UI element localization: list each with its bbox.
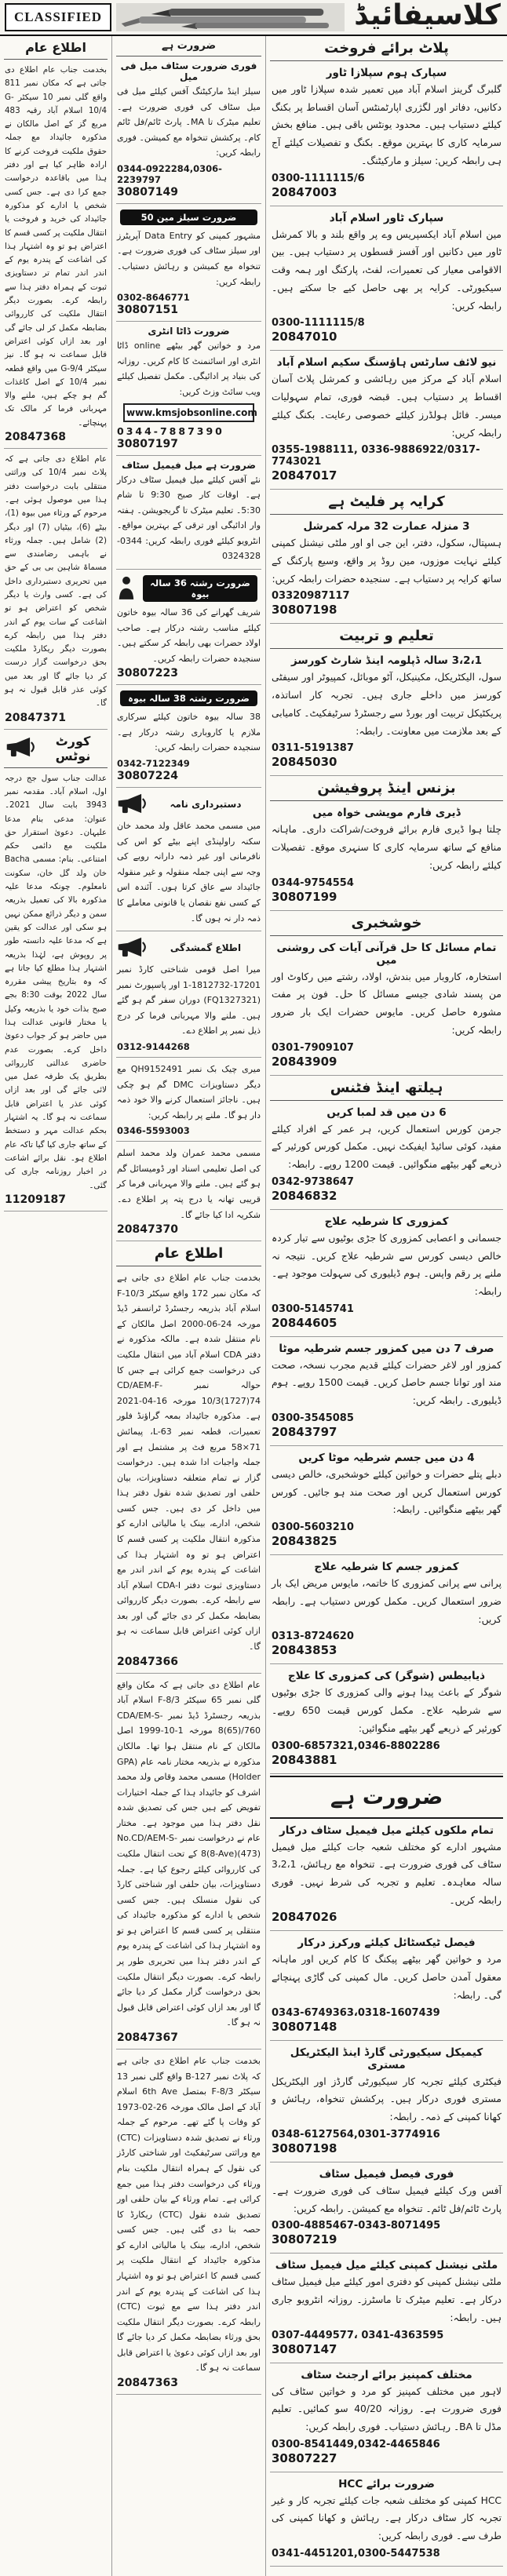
- classified-ad: [116, 322, 261, 455]
- phone-number: 0300-5145741: [272, 1303, 354, 1315]
- ad-body-text: شریف گھرانے کی 36 سالہ بیوہ خاتون کیلئے مناسب رشتہ درکار ہے۔ صاحب اولاد حضرات بھی رابطہ کر سکتے ہیں۔ سنجیدہ حضرات رابطہ کریں۔: [117, 607, 261, 664]
- masthead: [0, 0, 507, 36]
- ad-body-text: آفس ورک کیلئے فیمیل سٹاف کی فوری ضرورت ہے۔ پارٹ ٹائم/فل ٹائم۔ تنخواہ مع کمیشن۔ رابطہ کریں:: [272, 2184, 502, 2214]
- section-header-row: [118, 1245, 260, 1262]
- classified-ad: [270, 1337, 503, 1446]
- classified-ad: [270, 515, 503, 624]
- phone-number: 0300-1111115/8: [272, 317, 365, 330]
- ad-body-text: پرانی سے پرانی کمزوری کا خاتمہ، مایوس مریض ایک بار ضرور استعمال کریں۔ مکمل کورس دستیاب ہے۔ رابطہ کریں:: [272, 1578, 502, 1625]
- classified-ad: [4, 449, 108, 730]
- ad-ref-number: 20843853: [272, 1643, 337, 1658]
- phone-number: 0341-4451201,0300-5447538: [272, 2547, 440, 2560]
- ad-title: کیمیکل سیکیورٹی گارڈ اینڈ الیکٹریکل مستری: [290, 2046, 483, 2071]
- ad-ref-number: 20847371: [5, 711, 66, 724]
- ad-title: سپارک ٹاور اسلام آباد: [329, 211, 444, 224]
- classified-ad: [270, 2254, 503, 2363]
- ad-ref-number: 30807151: [117, 304, 178, 317]
- phone-number: 0355-1988111, 0336-9886922/0317-7743021: [272, 444, 480, 468]
- ad-body-text: مرد و خواتین گھر بیٹھے پیکنگ کا کام کریں اور ماہانہ معقول آمدن حاصل کریں۔ مال کمپنی کی گاڑی پہنچائے گی۔ رابطہ:: [272, 1954, 502, 2001]
- ad-ref-number: 20847370: [117, 1223, 178, 1237]
- ad-body-text: مسمی محمد عمران ولد محمد اسلم کی اصل تعلیمی اسناد اور ڈومیسائل گم ہو گئے ہیں۔ ملنے والا مہربانی فرما کر قریبی تھانہ یا درج پتہ پر اطلاع دے۔ شکریہ ادا کیا جائے گا۔: [117, 1148, 261, 1220]
- ad-ref-number: 30807224: [117, 770, 178, 783]
- section-header: [116, 1241, 261, 1266]
- phone-number: 0342-7122349: [117, 758, 190, 770]
- classified-ad: [116, 570, 261, 685]
- classified-ad: [270, 1555, 503, 1664]
- ad-title: نیو لائف سارٹس ہاؤسنگ سکیم اسلام آباد: [276, 356, 497, 370]
- classified-ad: [270, 1101, 503, 1210]
- ad-body-text: مشہور کمپنی کو Data Entry آپریٹرز اور سیلز سٹاف کی فوری ضرورت ہے۔ تنخواہ مع کمیشن و رہائش دستیاب۔ رابطہ کریں:: [117, 230, 261, 287]
- classified-ad: [270, 2162, 503, 2254]
- ad-body-text: لاہور میں مختلف کمپنیز کو مرد و خواتین سٹاف کی فوری ضرورت ہے۔ روزانہ 40/20 سو کمائیں۔ تعلیم مڈل تا BA۔ رہائش دستیاب۔ فوری رابطہ کریں:: [272, 2385, 502, 2432]
- ad-body-text: عدالت جناب سول جج درجہ اول، اسلام آباد۔ مقدمہ نمبر 3943 بابت سال 2021۔ عنوان: مدعی بنام مدعا علیہان۔ دعویٰ استقرار حق ملکیت مع دائمی حکم امتناعی۔ بنام: مسمی Bacha خان ولد گل خان، سکونت نامعلوم۔ چونکہ مدعا علیہ مذکورہ بالا کی تعمیل بذریعہ سمن و دیگر ذرائع ممکن نہیں ہو سکی اور عدالت کو یقین ہے کہ مدعا علیہ دانستہ طور پر روپوش ہے، لہٰذا بذریعہ اشتہار ہذا مطلع کیا جاتا ہے کہ وہ بتاریخ پیشی مقررہ سال 2022 بوقت 8:30 بجے صبح بذات خود یا بذریعہ وکیل یا مختار قانونی عدالت ہذا میں حاضر ہو کر جواب دعویٰ داخل کرے۔ بصورت عدم حاضری عدالتی کارروائی بطریق یک طرفہ عمل میں لائی جائے گی اور بعد ازاں کوئی عذر یا اعتراض قابل سماعت نہ ہو گا۔ یہ اشتہار بحکم عدالت مہر و دستخط کے ساتھ جاری کیا گیا تاکہ عام اطلاع ہو۔ نقل برائے اشاعت در اخبار روزنامہ جاری کی گئی۔: [5, 773, 107, 1190]
- ad-title: ذیابیطس (شوگر) کی کمزوری کا علاج: [287, 1670, 486, 1683]
- phone-number: 0344-7887390: [117, 424, 224, 437]
- phone-number: 0344-9754554: [272, 876, 354, 889]
- ad-body-text: فیکٹری کیلئے تجربہ کار سیکیورٹی گارڈز اور الیکٹریکل مستری فوری درکار ہیں۔ پرکشش تنخواہ، رہائش و کھانا کمپنی کے ذمہ۔ رابطہ:: [272, 2075, 502, 2123]
- website-box: www.kmsjobsonline.com: [123, 403, 254, 422]
- classified-ad: [270, 2472, 503, 2567]
- section-header-row: [272, 915, 502, 931]
- ad-ref-number: 30807223: [117, 667, 178, 680]
- ad-ref-number: 20843881: [272, 1752, 337, 1767]
- classified-ad: [116, 685, 261, 788]
- classified-ad: [116, 1058, 261, 1142]
- ad-ref-number: 20847367: [117, 2031, 178, 2044]
- section-header: [270, 776, 503, 801]
- ad-ref-number: 20847368: [5, 431, 66, 444]
- ad-body-text: سول، الیکٹریکل، مکینیکل، آٹو موبائل، کمپیوٹر اور سیفٹی کورسز میں داخلے جاری ہیں۔ تجربہ کار اساتذہ، پریکٹیکل تربیت اور بورڈ سے رجسٹرڈ سرٹیفکیٹ۔ کامیابی کے بعد ملازمت میں معاونت۔ رابطہ:: [272, 672, 502, 737]
- section-header: [270, 1776, 503, 1819]
- section-header-row: [118, 40, 260, 52]
- section-title: ضرورت ہے: [161, 40, 217, 52]
- section-header: [270, 911, 503, 936]
- ad-title: ضرورت ہے میل فیمیل سٹاف: [122, 459, 256, 471]
- ad-ref-number: 20844605: [272, 1315, 337, 1330]
- phone-number: 0342-9738647: [272, 1175, 354, 1188]
- ad-ref-number: 30807198: [272, 603, 337, 618]
- phone-number: 0346-5593003: [117, 1125, 190, 1137]
- section-header-row: [272, 628, 502, 644]
- ad-title: ضرورت ڈاٹا انٹری: [148, 326, 230, 337]
- classified-ad: [116, 2050, 261, 2395]
- ad-title: کمزور جسم کا شرطیہ علاج: [314, 1561, 459, 1574]
- megaphone-icon: [117, 936, 147, 961]
- phone-number: 0312-9144268: [117, 1040, 190, 1052]
- ad-body-text: میرا اصل قومی شناختی کارڈ نمبر 17201-1812732-1 اور پاسپورٹ نمبر (FQ1327321) دوران سفر گم ہو گئے ہیں۔ ملنے والا مہربانی فرما کر درج ذیل نمبر پر اطلاع دے۔: [117, 964, 261, 1037]
- section-header: [4, 36, 108, 60]
- ad-body-text: گلبرگ گرینز اسلام آباد میں تعمیر شدہ سپلازا ٹاور میں دکانیں، دفاتر اور لگژری اپارٹمنٹس آسان اقساط پر بکنگ کیلئے دستیاب ہیں۔ محدود یونٹس باقی ہیں۔ منافع بخش سرمایہ کاری کا بہترین موقع۔ بکنگ و تفصیلات کیلئے آج ہی رابطہ کریں: سیلز و مارکیٹنگ۔: [272, 84, 502, 166]
- classified-ad: [4, 60, 108, 449]
- ad-title: دستبرداری نامہ: [170, 799, 242, 811]
- ad-ref-number: 30807219: [272, 2232, 337, 2247]
- ad-body-text: نئے آفس کیلئے میل فیمیل سٹاف درکار ہے۔ اوقات کار صبح 9:30 تا شام 5:30۔ تعلیم میٹرک تا گریجویشن۔ ہفتہ وار ادائیگی اور ترقی کے بہترین مواقع۔ انٹرویو کیلئے فوری رابطہ کریں: 0344-0324328: [117, 474, 261, 562]
- ad-body-text: بخدمت جناب عام اطلاع دی جاتی ہے کہ مکان نمبر 811 واقع گلی نمبر 10 سیکٹر G-10/4 اسلام آباد رقبہ 483 مربع گز کے اصل مالکان نے مذکورہ جائیداد مع جملہ حقوق ملکیت فروخت کرنے کا ارادہ ظاہر کیا ہے اور دفتر ہذا میں باقاعدہ درخواست جمع کرا دی ہے۔ جس کسی شخص یا ادارے کو مذکورہ جائیداد کی خرید و فروخت یا انتقال ملکیت پر کسی قسم کا اعتراض ہو تو وہ اشتہار ہذا کی اشاعت کے پندرہ یوم کے اندر اندر تمام تر دستاویزی ثبوت کے ہمراہ دفتر ہذا سے رابطہ کرے۔ بصورت دیگر انتقال ملکیت کی کارروائی بضابطہ مکمل کر لی جائے گی اور بعد ازاں کوئی اعتراض قابل سماعت نہ ہو گا۔ نیز سیکٹر G-9/4 میں واقع قطعہ نمبر 10/4 کے اصل کاغذات گم ہو چکے ہیں، ملنے والا مہربانی فرما کر مالک تک پہنچائے۔: [5, 65, 108, 428]
- ad-body-text: ملٹی نیشنل کمپنی کو دفتری امور کیلئے میل فیمیل سٹاف درکار ہے۔ تعلیم میٹرک تا ماسٹرز۔ روزانہ انٹرویو جاری ہیں۔ رابطہ:: [272, 2276, 502, 2323]
- ad-ref-number: 11209187: [5, 1193, 66, 1206]
- megaphone-icon: [117, 792, 147, 818]
- ad-body-text: عام اطلاع دی جاتی ہے کہ مکان واقع گلی نمبر 65 سیکٹر F-8/3 اسلام آباد بذریعہ رجسٹرڈ ڈیڈ نمبر CDA/EM-S-8(65)/760 مورخہ 1-10-1999 اصل مالکان کے نام منتقل ہوا تھا۔ مالکان مذکورہ نے بذریعہ مختار نامہ عام (GPA Holder) مسمی محمد وقاص ولد محمد اشرف کو جائیداد ہذا کے جملہ اختیارات تفویض کیے ہیں جس کی تصدیق شدہ نقل دفتر ہذا میں موجود ہے۔ مختار عام نے درخواست نمبر No.CD/AEM-S-8(8-Ave)(473) کے تحت انتقال ملکیت کی کارروائی کیلئے رجوع کیا ہے۔ جملہ دستاویزات، بیان حلفی اور شناختی کارڈ کی نقول منسلک ہیں۔ جس کسی شخص یا ادارے کو مذکورہ جائیداد کی منتقلی پر کسی قسم کا اعتراض ہو تو وہ اشتہار ہذا کی اشاعت کے پندرہ یوم کے اندر دفتر ہذا میں تحریری طور پر رابطہ کرے۔ بصورت دیگر انتقال ملکیت بحق درخواست گزار مکمل کر دیا جائے گا اور بعد ازاں کوئی اعتراض قابل قبول نہ ہو گا۔: [117, 1679, 261, 2028]
- classified-ad: [270, 61, 503, 206]
- phone-number: 0302-8646771: [117, 292, 190, 304]
- columns-wrapper: [0, 36, 507, 2576]
- ad-body-text: جرمن کورس استعمال کریں، ہر عمر کے افراد کیلئے مفید، کوئی سائیڈ ایفیکٹ نہیں۔ مکمل کورس کورئیر کے ذریعے گھر بیٹھے منگوائیں۔ قیمت 1200 روپے۔ رابطہ:: [272, 1123, 502, 1171]
- section-header-row: [5, 734, 106, 763]
- ad-title: تمام ملکوں کیلئے میل فیمیل سٹاف درکار: [279, 1824, 494, 1837]
- phone-number: 0300-8541449,0342-4465846: [272, 2438, 440, 2450]
- ad-title: تمام مسائل کا حل قرآنی آیات کی روشنی میں: [276, 941, 497, 967]
- ad-title: سپارک ہوم سپلازا ٹاور: [326, 67, 447, 79]
- ad-body-text: جسمانی و اعصابی کمزوری کا جڑی بوٹیوں سے تیار کردہ خالص دیسی کورس سے شرطیہ علاج کریں۔ نتیجہ نہ ملنے پر رقم واپس۔ ہوم ڈیلیوری کی سہولت موجود ہے۔ رابطہ:: [272, 1232, 502, 1297]
- ad-ref-number: 20847010: [272, 330, 337, 344]
- ad-body-text: ہسپتال، سکول، دفتر، این جی او اور ملٹی نیشنل کمپنی کیلئے نہایت موزوں، مین روڈ پر واقع، وسیع پارکنگ کے ساتھ کرایہ پر دستیاب ہے۔ سنجیدہ حضرات رابطہ کریں:: [272, 537, 502, 585]
- ad-title: ضرورت برائے HCC: [338, 2477, 435, 2490]
- ad-ref-number: 20843909: [272, 1054, 337, 1069]
- classified-ad: [116, 1266, 261, 1673]
- section-title: پلاٹ برائے فروخت: [324, 40, 449, 56]
- section-title: اطلاع عام: [154, 1245, 224, 1262]
- ad-reversed-title: ضرورت رشتہ 38 سالہ بیوہ: [120, 690, 257, 706]
- phone-number: 0348-6127564,0301-3774916: [272, 2128, 440, 2141]
- ad-body-text: اسلام آباد کے مرکز میں رہائشی و کمرشل پلاٹ آسان اقساط پر دستیاب ہیں۔ قبضہ فوری، تمام سہولیات میسر۔ فائل ہولڈرز کیلئے خصوصی رعایت۔ بکنگ کیلئے رابطہ کریں:: [272, 373, 502, 439]
- phone-number: 0313-8724620: [272, 1630, 354, 1643]
- ad-title: 3،2،1 سالہ ڈپلومہ اینڈ شارٹ کورسز: [290, 654, 483, 668]
- section-header: [270, 36, 503, 61]
- ad-body-text: دبلے پتلے حضرات و خواتین کیلئے خوشخبری، خالص دیسی کورس استعمال کریں اور صحت مند ہو جائیں۔ کورس گھر بیٹھے منگوائیں۔ رابطہ:: [272, 1468, 502, 1516]
- ad-body-text: 38 سالہ بیوہ خاتون کیلئے سرکاری ملازم یا کاروباری رشتہ درکار ہے۔ سنجیدہ حضرات رابطہ کریں:: [117, 712, 261, 753]
- section-title: بزنس اینڈ پروفیشن: [317, 780, 456, 797]
- section-title: ہیلتھ اینڈ فٹنس: [330, 1079, 443, 1096]
- phone-number: 0300-4885467-0343-8071495: [272, 2220, 441, 2232]
- megaphone-icon: [5, 736, 35, 761]
- ad-title: فوری فیصل فیمیل سٹاف: [319, 2167, 454, 2181]
- phone-number: 0344-0922284,0306-2239797: [117, 162, 222, 185]
- ad-body-text: HCC کمپنی کو مختلف شعبہ جات کیلئے تجربہ کار و غیر تجربہ کار سٹاف درکار ہے۔ رہائش و کھانا کمپنی کی طرف سے۔ فوری رابطہ کریں:: [272, 2494, 502, 2542]
- masthead-title-urdu: کلاسیفائیڈ: [354, 0, 501, 32]
- ad-body-text: چلتا ہوا ڈیری فارم برائے فروخت/شراکت داری۔ ماہانہ منافع کے ساتھ سرمایہ کاری کا سنہری موقع۔ تفصیلات کیلئے رابطہ کریں:: [272, 824, 502, 871]
- classified-ad: [116, 204, 261, 322]
- column-right: [265, 36, 507, 2576]
- column-middle: [111, 36, 265, 2576]
- phone-number: 0343-6749363،0318-1607439: [272, 2006, 440, 2019]
- ad-body-text: عام اطلاع دی جاتی ہے کہ پلاٹ نمبر 10/4 کی وراثتی منتقلی بابت درخواست دفتر ہذا میں موصول ہوئی ہے۔ مرحوم کے ورثاء میں بیوہ (1)، بیٹے (6)، بیٹیاں (7) اور دیگر (2) شامل ہیں۔ جملہ ورثاء نے باہمی رضامندی سے مسماۃ شاہین بی بی کے حق میں تحریری دستبرداری داخل کی ہے۔ کسی وارث یا دیگر شخص کو اعتراض ہو تو اشاعت کے سات یوم کے اندر دفتر ہذا میں رابطہ کرے بصورت دیگر ریکارڈ ملکیت بحق درخواست گزار درست کر دیا جائے گا اور بعد میں کوئی عذر قابل قبول نہ ہو گا۔: [5, 454, 107, 709]
- ad-ref-number: 30807227: [272, 2450, 337, 2465]
- ad-body-text: سیلز اینڈ مارکیٹنگ آفس کیلئے میل فی میل سٹاف کی فوری ضرورت ہے۔ تعلیم میٹرک تا MA۔ پارٹ ٹائم/فل ٹائم کام۔ پرکشش تنخواہ مع کمیشن۔ فوری رابطہ کریں:: [117, 86, 261, 158]
- section-header-row: [272, 1080, 502, 1096]
- ad-body-text: میری چیک بک نمبر QH9152491 مع دیگر دستاویزات DMC گم ہو چکی ہیں۔ ناجائز استعمال کرنے والا خود ذمہ دار ہو گا۔ ملنے پر رابطہ کریں:: [117, 1063, 261, 1120]
- classified-ad: [116, 456, 261, 570]
- section-title: کورٹ نوٹس: [55, 733, 91, 763]
- classified-ad: [270, 2363, 503, 2472]
- column-left: [0, 36, 111, 2576]
- ad-title: فیصل ٹیکسٹائل کیلئے ورکرز درکار: [297, 1937, 476, 1950]
- ad-title: مختلف کمپنیز برائے ارجنٹ سٹاف: [301, 2368, 472, 2381]
- ad-ref-number: 30807149: [117, 185, 178, 199]
- ad-title: ملٹی نیشنل کمپنی کیلئے میل فیمیل سٹاف: [275, 2259, 498, 2272]
- phone-number: 0300-3545085: [272, 1412, 354, 1424]
- classified-ad: [116, 1674, 261, 2050]
- ad-body-text: میں مسمی محمد عاقل ولد محمد خان سکنہ راولپنڈی اپنے بیٹے کو اس کی نافرمانی اور غیر ذمہ دارانہ رویے کی وجہ سے اپنی جملہ منقولہ و غیر منقولہ جائیداد سے عاق کرتا ہوں۔ آئندہ اس کے کسی نفع نقصان یا قانونی معاملے کا ذمہ دار نہ ہوں گا۔: [117, 821, 261, 924]
- ad-body-text: شوگر کے باعث پیدا ہونے والی کمزوری کا جڑی بوٹیوں سے شرطیہ علاج۔ مکمل کورس قیمت 650 روپے۔ کورئیر کے ذریعے گھر بیٹھے منگوائیں:: [272, 1687, 502, 1734]
- ad-title: 4 دن میں جسم شرطیہ موٹا کریں: [298, 1451, 475, 1464]
- section-header-row: [272, 40, 502, 56]
- section-title: اطلاع عام: [25, 40, 86, 55]
- phone-number: 0300-6857321,0346-8802286: [272, 1740, 440, 1752]
- phone-number: 0300-5603210: [272, 1521, 354, 1534]
- section-header: [270, 490, 503, 515]
- ad-ref-number: 20846832: [272, 1188, 337, 1203]
- ad-body-text: بخدمت جناب عام اطلاع دی جاتی ہے کہ پلاٹ نمبر B-127 واقع گلی نمبر 13 سیکٹر F-8/3 بمتصل 6th Ave اسلام آباد کے اصل مالک مورخہ 26-02-1973 کو وفات پا گئے تھے۔ مرحوم کے جملہ ورثاء نے تصدیق شدہ دستاویزات (CTC) مع وراثتی سرٹیفکیٹ اور شناختی کارڈز کی نقول کے ہمراہ انتقال ملکیت بنام ورثاء کی درخواست دفتر ہذا میں جمع کرائی ہے۔ تمام ورثاء کے بیان حلفی اور تصدیق شدہ نقول (CTC) ریکارڈ کا حصہ بنا دی گئی ہیں۔ جس کسی شخص، ادارے، بینک یا مالیاتی ادارے کو مذکورہ جائیداد کے انتقال ملکیت پر کسی قسم کا اعتراض ہو تو وہ اشتہار ہذا کی اشاعت کے پندرہ یوم کے اندر اندر دفتر ہذا سے مع ثبوت (CTC) رابطہ کرے۔ بصورت دیگر انتقال ملکیت بحق ورثاء بضابطہ مکمل کر دیا جائے گا اور بعد ازاں کوئی دعویٰ یا اعتراض قابل سماعت نہ ہو گا۔: [117, 2055, 261, 2374]
- classified-ad: [270, 1210, 503, 1337]
- classified-ad: [270, 1819, 503, 1932]
- ad-ref-number: 20847363: [117, 2377, 178, 2390]
- section-header: [116, 36, 261, 56]
- classified-ad: [270, 351, 503, 490]
- ad-header-row: [117, 935, 261, 962]
- section-header-row: [270, 1785, 503, 1809]
- ad-title: اطلاع گمشدگی: [170, 942, 242, 954]
- phone-number: 03320987117: [272, 590, 350, 603]
- ad-body-text: استخارہ، کاروبار میں بندش، اولاد، رشتے میں رکاوٹ اور من پسند شادی جیسے مسائل کا حل۔ فون پر مفت مشورہ حاصل کریں۔ مایوس حضرات ایک بار ضرور رابطہ کریں:: [272, 971, 502, 1036]
- ad-ref-number: 20843797: [272, 1424, 337, 1439]
- classified-ad: [116, 1142, 261, 1241]
- section-title: کرایہ پر فلیٹ ہے: [328, 494, 445, 511]
- ad-title: ڈیری فارم مویشی خواہ میں: [312, 807, 461, 820]
- classified-ad: [270, 206, 503, 352]
- ad-ref-number: 20845030: [272, 755, 337, 770]
- classified-ad: [270, 649, 503, 776]
- ad-reversed-title: ضرورت سیلز مین 50: [120, 210, 257, 225]
- ad-header-row: [117, 574, 261, 605]
- classified-ad: [270, 2041, 503, 2162]
- ad-header-row: [117, 792, 261, 818]
- section-header: [270, 1076, 503, 1101]
- section-title: تعلیم و تربیت: [339, 628, 434, 645]
- classified-ad: [270, 936, 503, 1076]
- ad-title: صرف 7 دن میں کمزور جسم شرطیہ موٹا: [279, 1342, 494, 1355]
- section-header: [4, 730, 108, 768]
- ad-title: فوری ضرورت سٹاف میل فی میل: [120, 60, 257, 82]
- section-title: ضرورت ہے: [330, 1784, 443, 1809]
- classified-ad: [116, 56, 261, 204]
- phone-number: 0301-7909107: [272, 1041, 354, 1054]
- ad-body-text: مین اسلام آباد ایکسپریس وے پر واقع بلند و بالا کمرشل ٹاور میں دکانیں اور آفسز قسطوں پر دستیاب ہیں۔ بین الاقوامی معیار کی تعمیرات، لفٹ، پارکنگ اور ہمہ وقت سیکیورٹی۔ کرایہ پر بھی حاصل کیے جا سکتے ہیں۔ رابطہ کریں:: [272, 228, 502, 312]
- ad-ref-number: 20847003: [272, 184, 337, 199]
- ad-ref-number: 30807148: [272, 2019, 337, 2034]
- ad-reversed-title: ضرورت رشتہ 36 سالہ بیوہ: [143, 575, 257, 602]
- classified-ad: [270, 801, 503, 910]
- ad-title: کمزوری کا شرطیہ علاج: [324, 1215, 449, 1228]
- ad-body-text: مشہور ادارے کو مختلف شعبہ جات کیلئے میل فیمیل سٹاف کی فوری ضرورت ہے۔ تنخواہ مع رہائش، 3،2،1 سالہ معاہدہ۔ تعلیم و تجربہ کی شرط نہیں۔ فوری رابطہ کریں۔: [272, 1841, 502, 1906]
- phone-number: 0307-4449577، 0341-4363595: [272, 2329, 444, 2341]
- ad-title: 3 منزلہ عمارت 32 مرلہ کمرشل: [303, 520, 470, 534]
- classified-ad: [116, 931, 261, 1058]
- pens-image: [116, 3, 345, 31]
- section-header: [270, 624, 503, 649]
- classified-ad: [270, 1446, 503, 1555]
- section-header-row: [5, 40, 106, 55]
- classified-ad: [270, 1931, 503, 2040]
- classified-ad: [4, 768, 108, 1211]
- ad-ref-number: 30807147: [272, 2341, 337, 2356]
- ad-body-text: بخدمت جناب عام اطلاع دی جاتی ہے کہ مکان نمبر 172 واقع سیکٹر F-10/3 اسلام آباد بذریعہ رجسٹرڈ ٹرانسفر ڈیڈ مورخہ 24-06-2000 اصل مالکان کے نام منتقل شدہ ہے۔ مالکہ مذکورہ نے دفتر CDA اسلام آباد میں انتقال ملکیت کی درخواست جمع کرائی ہے جس کا حوالہ نمبر CD/AEM-F-10/3(1727)74 مورخہ 16-04-2021 ہے۔ مذکورہ جائیداد بمعہ گراؤنڈ فلور تعمیرات، قطعہ نمبر L-63، پیمائش 71×58 مربع فٹ پر مشتمل ہے اور جملہ واجبات ادا شدہ ہیں۔ درخواست گزار نے تمام متعلقہ دستاویزات، بیان حلفی اور تصدیق شدہ نقول دفتر ہذا میں داخل کر دی ہیں۔ جس کسی شخص، ادارے، بینک یا مالیاتی ادارے کو مذکورہ انتقال ملکیت پر کسی قسم کا اعتراض ہو تو وہ اشتہار ہذا کی اشاعت کے پندرہ یوم کے اندر اندر مع دستاویزی ثبوت دفتر CDA-I اسلام آباد سے رابطہ کرے۔ بصورت دیگر کارروائی بضابطہ مکمل کر دی جائے گی اور بعد ازاں کوئی اعتراض قابل سماعت نہ ہو گا۔: [117, 1273, 261, 1652]
- classified-ad: [116, 788, 261, 931]
- ad-ref-number: 20847366: [117, 1655, 178, 1668]
- classified-box-label: CLASSIFIED: [5, 3, 111, 31]
- ad-ref-number: 20847026: [272, 1910, 337, 1925]
- section-header-row: [272, 494, 502, 510]
- phone-number: 0300-1111115/6: [272, 172, 365, 184]
- section-header-row: [272, 780, 502, 796]
- person-icon: [117, 576, 136, 603]
- ad-title: 6 دن میں قد لمبا کریں: [326, 1106, 447, 1119]
- classified-ad: [270, 1664, 503, 1773]
- ad-body-text: کمزور اور لاغر حضرات کیلئے قدیم مجرب نسخہ، صحت مند اور توانا جسم حاصل کریں۔ قیمت 1500 روپے۔ ہوم ڈیلیوری۔ رابطہ کریں:: [272, 1359, 502, 1407]
- ad-body-text: مرد و خواتین گھر بیٹھے online ڈاٹا انٹری اور اسائنمنٹ کا کام کریں۔ روزانہ کی بنیاد پر ادائیگی۔ مکمل تفصیل کیلئے ویب سائٹ وزٹ کریں:: [117, 341, 261, 397]
- phone-number: 0311-5191387: [272, 742, 354, 755]
- ad-ref-number: 30807198: [272, 2141, 337, 2155]
- ad-ref-number: 30807197: [117, 437, 178, 450]
- ad-ref-number: 30807199: [272, 889, 337, 904]
- section-title: خوشخبری: [351, 914, 422, 931]
- ad-ref-number: 20847017: [272, 468, 337, 483]
- ad-ref-number: 20843825: [272, 1534, 337, 1549]
